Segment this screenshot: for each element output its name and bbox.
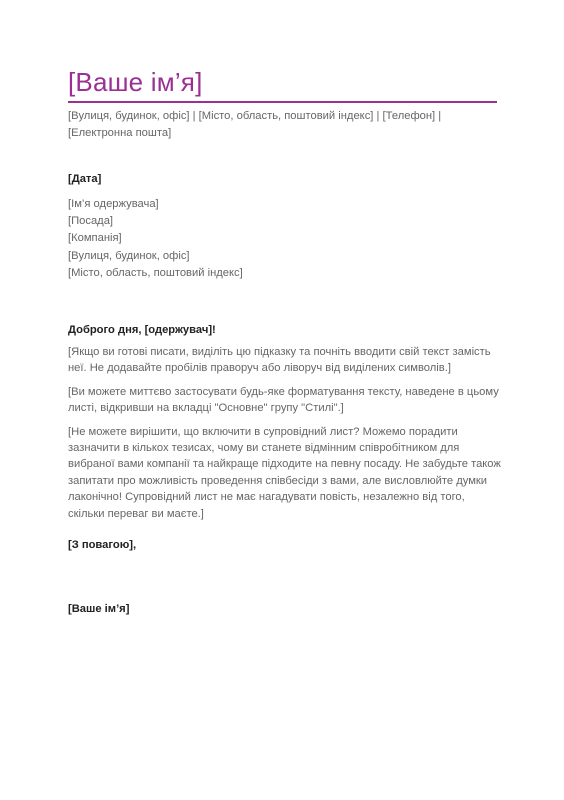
letter-body bbox=[68, 344, 502, 529]
closing[interactable]: [З повагою], bbox=[68, 539, 137, 551]
signature-name[interactable]: [Ваше ім’я] bbox=[68, 603, 130, 615]
header-divider bbox=[68, 101, 497, 103]
body-paragraph-2[interactable]: [Ви можете миттєво застосувати будь-яке форматування тексту, наведене в цьому листі, відкривши на вкладці "Основне" групу "Стилі".] bbox=[68, 385, 499, 415]
recipient-city[interactable]: [Місто, область, поштовий індекс] bbox=[68, 266, 243, 279]
body-paragraph-3[interactable]: [Не можете вирішити, що включити в супровідний лист? Можемо порадити зазначити в кількох тезисах, чому ви станете відмінним співробітником для вибраної вами компанії та найкраще підходите на певну посаду. Не забудьте також запитати про можливість проведення співбесіди з вами, але висловлюйте думки лаконічно! Супровідний лист не має нагадувати повість, незалежно від того, скільки переваг ви маєте.] bbox=[68, 425, 501, 520]
recipient-company[interactable]: [Компанія] bbox=[68, 232, 122, 245]
recipient-name[interactable]: [Ім’я одержувача] bbox=[68, 198, 159, 210]
body-paragraph-1[interactable]: [Якщо ви готові писати, виділіть цю підказку та почніть вводити свій текст замість неї. Не додавайте пробілів праворуч або ліворуч від виділених символів.] bbox=[68, 346, 491, 375]
recipient-title[interactable]: [Посада] bbox=[68, 215, 114, 228]
sender-contact[interactable] bbox=[68, 108, 508, 142]
recipient-block bbox=[68, 196, 243, 282]
contact-line-1[interactable]: [Вулиця, будинок, офіс] | [Місто, область, поштовий індекс] | [Телефон] | bbox=[68, 110, 442, 122]
sender-name[interactable]: [Ваше ім’я] bbox=[68, 67, 203, 97]
salutation[interactable]: Доброго дня, [одержувач]! bbox=[68, 324, 216, 336]
contact-line-2[interactable]: [Електронна пошта] bbox=[68, 127, 172, 139]
recipient-street[interactable]: [Вулиця, будинок, офіс] bbox=[68, 249, 190, 262]
letter-date[interactable]: [Дата] bbox=[68, 173, 102, 185]
